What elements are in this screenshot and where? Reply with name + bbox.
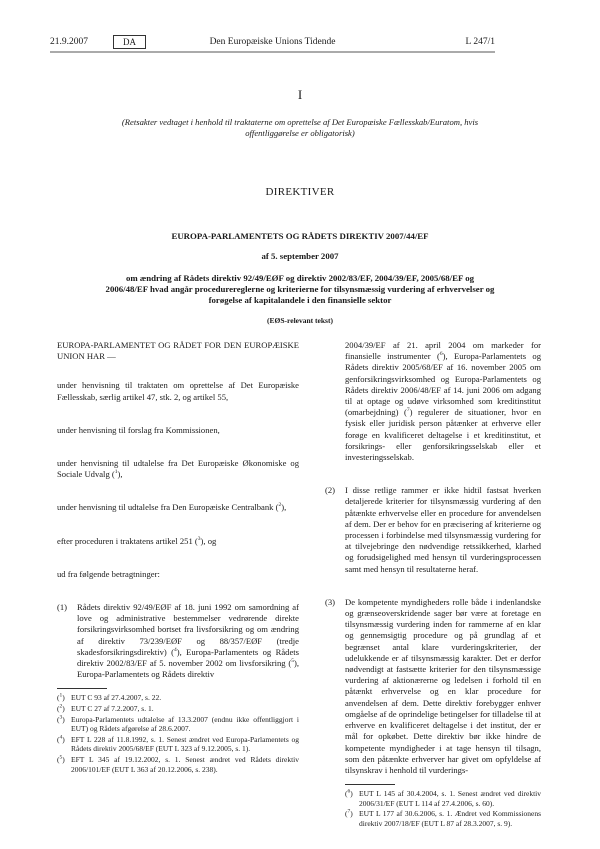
footnote-ref[interactable]: 3 bbox=[197, 535, 201, 542]
section-number: I bbox=[297, 87, 303, 102]
footnote-text: EUT L 177 af 30.6.2006, s. 1. Ændret ved Kommissionens direktiv 2007/18/EF (EUT L 87 af 28.3.2007, s. 9). bbox=[359, 809, 541, 828]
citation-text-end: ), bbox=[281, 502, 287, 513]
recital-text: I disse retlige rammer er ikke hidtil fastsat hverken detaljerede kriterier for tilsynsmæssig vurdering af den påtænkte erhvervelse eller en procedure for anvendelsen af dem. Der er behov for en præcisering af kriterierne og processen i forbindelse med tilsynsmæssig vurdering for at tilvejebringe den nødvendige retssikkerhed, klarhed og forudsigelighed med hensyn til vurderingsprocessen samt med hensyn til resultaterne heraf. bbox=[345, 485, 541, 574]
recital-number: (3) bbox=[325, 596, 336, 607]
footnotes-right bbox=[345, 789, 541, 828]
preamble-intro bbox=[57, 340, 299, 362]
category-heading: DIREKTIVER bbox=[265, 186, 335, 198]
footnote: ($^3$) Europa-Parlamentets udtalelse af 13.3.2007 (endnu ikke offentliggjort i EUT) og Rådets afgørelse af 28.6.2007. bbox=[57, 714, 299, 734]
page-number: L 247/1 bbox=[465, 37, 495, 47]
footnote-text: EFT L 228 af 11.8.1992, s. 1. Senest ændret ved Europa-Parlamentets og Rådets direktiv 2005/68/EF (EUT L 323 af 9.12.2005, s. 1). bbox=[71, 734, 299, 754]
recital-number: (2) bbox=[325, 485, 336, 496]
footnote-mark: 3 bbox=[59, 714, 63, 721]
publication-date: 21.9.2007 bbox=[50, 37, 88, 47]
eea-relevance-note: (EØS-relevant tekst) bbox=[267, 316, 333, 325]
page-header bbox=[50, 34, 495, 50]
citation-text: ud fra følgende betragtninger: bbox=[57, 568, 160, 579]
citation-5 bbox=[57, 536, 299, 547]
citation-text: under henvisning til udtalelse fra Det Europæiske Økonomiske og Sociale Udvalg ( bbox=[57, 458, 299, 480]
footnote: ($^1$) EUT C 93 af 27.4.2007, s. 22. bbox=[57, 692, 162, 703]
citation-3 bbox=[57, 458, 299, 480]
recital-text: ), Europa-Parlamentets og Rådets direktiv 2002/83/EF af 5. november 2002 om livsforsikring ( bbox=[77, 646, 299, 669]
citation-text: efter proceduren i traktatens artikel 251 ( bbox=[57, 535, 198, 546]
footnote-ref[interactable]: 4 bbox=[174, 646, 177, 653]
citation-2 bbox=[57, 425, 299, 436]
footnote-ref[interactable]: 6 bbox=[439, 351, 443, 358]
document-title: EUROPA-PARLAMENTETS OG RÅDETS DIREKTIV 2007/44/EF bbox=[171, 231, 429, 241]
footnote-mark: 2 bbox=[59, 703, 63, 710]
document-subject bbox=[105, 273, 495, 306]
citation-text: under henvisning til forslag fra Kommissionen, bbox=[57, 424, 220, 435]
footnote-text: EUT C 93 af 27.4.2007, s. 22. bbox=[71, 693, 162, 703]
right-column bbox=[325, 340, 541, 829]
document-date: af 5. september 2007 bbox=[261, 251, 339, 261]
footnote: ($^5$) EFT L 345 af 19.12.2002, s. 1. Senest ændret ved Rådets direktiv 2006/101/EF (EUT L 363 af 20.12.2006, s. 238). bbox=[57, 754, 299, 774]
recital-text: De kompetente myndigheders rolle både i indenlandske og grænseoverskridende sager bør være at foretage en tilsynsmæssig vurdering inden for rammerne af en klar og gennemsigtig procedure og på grundlag af et begrænset antal klare vurderingskriterier, der udelukkende er af tilsynsmæssig karakter. Det er derfor nødvendigt at fastsætte kriterier for den tilsynsmæssige vurdering af aktionærerne og ledelsen i forhold til en påtænkt erhvervelse og en klar procedure for anvendelsen af dem. Dette direktiv forebygger enhver omgåelse af de oprindelige betingelser for tilladelse til at erhverve en kvalificeret deltagelse i det institut, der er mål for opkøbet. Dette direktiv bør ikke hindre de kompetente myndigheder i at tage hensyn til tilsagn, som den påtænkte erhverver har givet om opfyldelse af tilsynskrav i henhold til vurderings- bbox=[345, 596, 541, 775]
recital-text: 2004/39/EF af 21. april 2004 om markeder for finansielle instrumenter ( bbox=[345, 340, 541, 362]
citation-6 bbox=[57, 569, 299, 580]
footnote-divider bbox=[57, 688, 107, 689]
recital-text: ), Europa-Parlamentets og Rådets direktiv 2005/68/EF af 16. november 2005 om genforsikringsvirksomhed og Europa-Parlamentets og Rådets direktiv 2006/48/EF af 14. juni 2006 om adgang til at optage og udøve virksomhed som kreditinstitut (omarbejdning) ( bbox=[345, 351, 542, 418]
footnote-divider bbox=[345, 784, 395, 785]
footnote-mark: 5 bbox=[59, 754, 63, 761]
citation-text-end: ), og bbox=[200, 535, 217, 546]
subject-line-rest: 2006/48/EF hvad angår procedurereglerne og kriterierne for tilsynsmæssig vurdering af erhvervelser og forøgelse af kapitalandele i den finansielle sektor bbox=[105, 284, 495, 305]
recital-1-continued bbox=[325, 340, 541, 463]
recital-1 bbox=[57, 602, 299, 680]
recital-3 bbox=[325, 597, 541, 776]
two-column-body bbox=[0, 340, 600, 829]
footnote-mark: 6 bbox=[347, 788, 351, 795]
citation-text-end: ), bbox=[117, 469, 123, 480]
subject-line-1: om ændring af Rådets direktiv 92/49/EØF og direktiv 2002/83/EF, 2004/39/EF, 2005/68/EF og bbox=[125, 273, 475, 283]
journal-title: Den Europæiske Unions Tidende bbox=[209, 37, 336, 47]
footnote: ($^2$) EUT C 27 af 7.2.2007, s. 1. bbox=[57, 703, 154, 714]
footnotes-right-wrapper bbox=[325, 784, 541, 828]
left-column bbox=[57, 340, 299, 775]
recital-text: Rådets direktiv 92/49/EØF af 18. juni 1992 om samordning af love og administrative bestemmelser vedrørende direkte forsikringsvirksomhed bortset fra livsforsikring og om ændring af direktiv 73/239/EØF og 88/357/EØF (tredje skadesforsikringsdirektiv) ( bbox=[77, 602, 299, 657]
footnotes-left bbox=[57, 693, 299, 774]
footnote: ($^4$) EFT L 228 af 11.8.1992, s. 1. Senest ændret ved Europa-Parlamentets og Rådets direktiv 2005/68/EF (EUT L 323 af 9.12.2005, s. 1). bbox=[57, 734, 299, 754]
footnote-ref[interactable]: 2 bbox=[278, 502, 282, 509]
footnote-ref[interactable]: 7 bbox=[406, 407, 410, 414]
footnote-text: Europa-Parlamentets udtalelse af 13.3.2007 (endnu ikke offentliggjort i EUT) og Rådets afgørelse af 28.6.2007. bbox=[71, 714, 299, 734]
footnote-mark: 7 bbox=[347, 808, 351, 815]
citation-text: under henvisning til traktaten om oprettelse af Det Europæiske Fællesskab, særlig artikel 47, stk. 2, og artikel 55, bbox=[57, 380, 299, 402]
citation-text: under henvisning til udtalelse fra Den Europæiske Centralbank ( bbox=[57, 502, 279, 513]
footnote: ($^6$) EUT L 145 af 30.4.2004, s. 1. Senest ændret ved direktiv 2006/31/EF (EUT L 114 af 27.4.2006, s. 60). bbox=[345, 788, 541, 808]
footnote-mark: 4 bbox=[59, 734, 63, 741]
footnote: ($^7$) EUT L 177 af 30.6.2006, s. 1. Ændret ved Kommissionens direktiv 2007/18/EF (EUT L 87 af 28.3.2007, s. 9). bbox=[345, 808, 541, 828]
footnote-mark: 1 bbox=[59, 692, 63, 699]
recital-text: ), Europa-Parlamentets og Rådets direktiv bbox=[77, 658, 299, 680]
language-badge: DA bbox=[113, 35, 146, 49]
section-subtitle: (Retsakter vedtaget i henhold til traktaterne om oprettelse af Det Europæiske Fællesskab/Euratom, hvis offentliggørelse er obligatorisk) bbox=[121, 117, 479, 138]
footnote-text: EUT L 145 af 30.4.2004, s. 1. Senest ændret ved direktiv 2006/31/EF (EUT L 114 af 27.4.2006, s. 60). bbox=[359, 789, 541, 808]
recital-2 bbox=[325, 485, 541, 575]
footnote-ref[interactable]: 5 bbox=[291, 658, 294, 665]
citation-1 bbox=[57, 380, 299, 402]
header-divider bbox=[50, 51, 495, 53]
recital-text: ) regulerer de situationer, hvor en fysisk eller juridisk person påtænker at erhverve eller forøge en kvalificeret deltagelse i et kreditinstitut, et forsikrings- eller genforsikringsselskab eller et investeringsselskab. bbox=[345, 407, 542, 463]
citation-4 bbox=[57, 502, 299, 513]
footnote-text: EUT C 27 af 7.2.2007, s. 1. bbox=[71, 704, 154, 714]
recital-number: (1) bbox=[57, 602, 68, 613]
footnote-ref[interactable]: 1 bbox=[114, 469, 118, 476]
footnote-text: EFT L 345 af 19.12.2002, s. 1. Senest ændret ved Rådets direktiv 2006/101/EF (EUT L 363 af 20.12.2006, s. 238). bbox=[71, 755, 299, 774]
preamble-intro-text: EUROPA-PARLAMENTET OG RÅDET FOR DEN EUROPÆISKE UNION HAR — bbox=[57, 340, 299, 362]
